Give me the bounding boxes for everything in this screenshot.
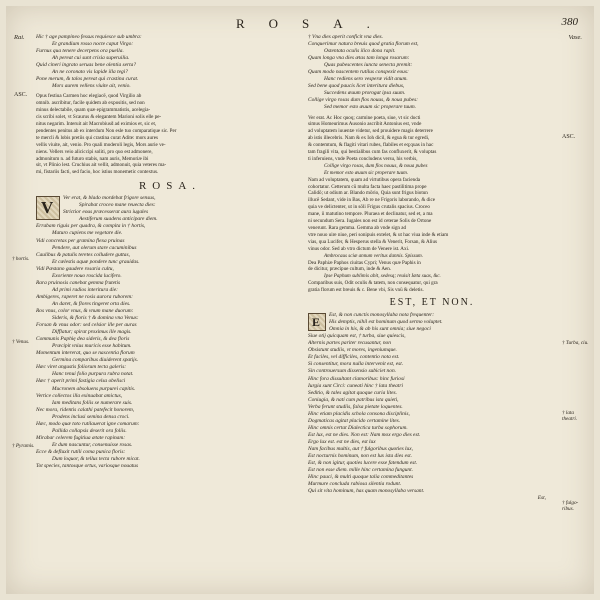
prose-line: mane, ii matutino tempore. Pluraea et declinatur, sed et, a ma xyxy=(308,211,433,218)
prose-line: vias, qua Lucifer, & Hesperus stella & Venerit, Forsan, & Alius xyxy=(308,238,438,245)
verse-line: Ver erat, & blado mordebat frigore sensus, xyxy=(63,195,156,202)
prose-line: mi, fistariis facti, sed facio, hoc istius monemetic contextus. xyxy=(36,169,159,176)
prose-line: admonitum n. ad futuro stabis, nam auris, Memoriæ ibi xyxy=(36,155,149,162)
verse-line: Præcipit vnius muricis esse habitum. xyxy=(52,343,132,350)
catchword: Est, xyxy=(537,495,546,502)
verse-line: Sed memor esto æuum sic properare tuum. xyxy=(324,104,416,111)
verse-line: Si consentitur, mora nulla intervenit est, est. xyxy=(308,361,404,368)
prose-line: gratia florum est breuis & c. Bene vbi, Sis vnū & deletis. xyxy=(308,287,424,294)
page-header xyxy=(6,16,594,32)
verse-line: Coniugia, & nati cum patribus ista quieti, xyxy=(308,396,399,403)
verse-line: Sideris, & floris † & domina vna Venus: xyxy=(52,315,139,322)
verse-line: † Vna dies aperit conficit vna dies. xyxy=(308,34,384,40)
verse-line: Hic † age pampineo fessus requiesce sub umbra: xyxy=(36,34,142,40)
verse-line: Obsistunt studiis, vt mores, ingeniumque. xyxy=(308,347,397,354)
asc-label-right: ASC. xyxy=(562,134,576,140)
verse-line: Seditio, & tales agitat quoque curia lites. xyxy=(308,389,397,396)
verse-line: Ros vnus, color vnus, & vnum mane duorum: xyxy=(36,308,134,314)
verse-line: Iurgia sunt Circi: cuneati hinc † lata theatri xyxy=(308,382,403,389)
verse-line: Est, & non igitur, quoties lucere esse fatendum est. xyxy=(308,460,418,467)
prose-line: niens. Vellers veio aliciccipi soliti, pro quo est admonere, xyxy=(36,148,153,155)
verse-line: Pallida collapsis deserit ora foliis. xyxy=(52,427,127,434)
decorated-initial: V xyxy=(36,196,60,220)
verse-line: Dogmaticas agitat placido certamine lites. xyxy=(308,417,401,424)
verse-line: Succedens æuum prorogat ipsa suum. xyxy=(324,90,406,97)
verse-line: Hæc † aperit primi fastigia celsa obelisci xyxy=(36,378,126,385)
prose-line: minus delectabile, quam quæ epigrammatistis, acelegia- xyxy=(36,107,151,114)
prose-line: nitus negarim. Interuit ait Macrobiusḋ ad eximios et, sic et, xyxy=(36,121,157,127)
prose-line: ad voluptatem iuuentæ videtur, sed prouidere magis deterrere xyxy=(308,128,433,135)
asc-label-left: ASC. xyxy=(14,92,28,98)
verse-line: Quam modo nascentem rutilus conspexit eous: xyxy=(308,69,409,76)
page-number: 380 xyxy=(561,16,578,28)
verse-line: Tot species, tantosque ortus, variosque nouatus xyxy=(36,463,139,470)
verse-line: Momentum intererat, quo se nascentia florum xyxy=(36,350,135,357)
verse-line: Nam facibus multis, aut † fulgoribus quoties lux, xyxy=(308,445,413,452)
verse-line: Ad primi radios interitura die: xyxy=(52,286,118,293)
verse-line: Aestiferum suadens anticipare diem. xyxy=(79,216,158,223)
verse-line: Strictior eous præcesserat aura iugales xyxy=(63,209,149,216)
prose-line: illucē Sedant, vide in Bas, Ab re ne Frigoris laborando, & dice xyxy=(308,197,436,204)
verse-line: Omnia in his, & ab his sunt omnia; siue negoci xyxy=(329,326,431,333)
verse-line: Furnus qua tenere decerpens ora puella. xyxy=(36,48,124,55)
verse-line: Pone merum, & talos pereat qui crastina curat. xyxy=(36,76,139,83)
poem-opening xyxy=(36,195,304,223)
prose-line: Ipse Paphum sublimis abit, sedesq; reuisit Iæta suas, &c. xyxy=(324,273,441,280)
verse-line: Vidi concretas per gramina flexa pruinas xyxy=(36,237,125,244)
prose-line: vellis viuite, ait, venio. Pro quali moderoli legis, Mors aurie ve- xyxy=(36,141,166,148)
verse-line: Et faciles, vel difficiles, contentio nota est. xyxy=(308,354,400,361)
verse-line: Alternis partes pariter recusantur, non xyxy=(308,340,391,347)
poem-title: ROSA. xyxy=(138,180,202,193)
verse-line: Et dum nascuntur, consenuisse rosas. xyxy=(52,441,133,448)
verse-line: Sin controuersum dissensio subiciet non. xyxy=(308,368,396,375)
verse-line: Ostentata oculis ilico dona rapit. xyxy=(324,48,396,55)
verse-line: Qui sit vita hominum, has quam monosyllaba versant. xyxy=(308,488,425,495)
prose-line: vtre nouo uire niue, peri sonipuis extelet, & ut hac viua inde & etiam xyxy=(308,231,449,238)
left-margin-note: † Pyramis. xyxy=(12,443,35,449)
prose-line: cohortatur. Cetterum cū multa facta haec pastilitima prope xyxy=(308,183,427,190)
prose-line: pendentes penitus ab ex interdum Non esle tuo comparatique sic. Per xyxy=(36,127,177,134)
verse-line: Est lux, est ne dies. Non est: Nam mox ergo dies est. xyxy=(308,431,421,438)
prose-line: Ambrocaus sciæ annum veritus dannis. Spissum. xyxy=(324,252,423,259)
verse-line: Rara pruinosis canebat gemma frutetis xyxy=(36,279,121,286)
book-page xyxy=(6,6,594,594)
prose-line: omnib. ascribitur, facile quidem ab expositis, sed non xyxy=(36,100,145,107)
prose-line: Collige virgo rosas, dum flos nouus, & noua pubes xyxy=(324,162,428,169)
prose-line: Dea Paphiæ Paphos ciuitas Cypri; Venus quæ Paphis in xyxy=(308,259,421,266)
poem-main xyxy=(36,223,304,470)
prose-line: quia ve delictenter, ut in sōli Frigus crutalis spacius. Croceo xyxy=(308,204,430,211)
verse-line: Est, & non cunctis monosyllaba nota frequenter: xyxy=(329,312,435,319)
verse-line: An ne coronato vis lapide illa tegi? xyxy=(52,69,128,76)
verse-line: Est non esse diem. mille hinc certamina fungunt. xyxy=(308,467,413,474)
left-margin-note: † hortis. xyxy=(12,256,30,262)
prose-line: de dicitur, præcipue cultum, inde & Aen. xyxy=(308,266,392,273)
prose-line: Nam ad voluptatem, quam ad virtutibus opera facienda xyxy=(308,176,421,183)
right-margin-top: Vase. xyxy=(568,34,582,41)
prose-line: & contemtum, & flagiti vitari rubes, flabiles et eq;quas in hac xyxy=(308,142,434,149)
prose-line: ti inferuiens, vnde Poeta concludens versu, his verbis, xyxy=(308,155,418,162)
prose-line: sit, vt Plinio lest. Cruchius ait vellit, admonuit, quia veteres ma- xyxy=(36,162,167,169)
verse-line: Forsan & vnus odor: sed celsior ille per auras xyxy=(36,322,137,329)
verse-line: Collige virgo rosas dum flos nouus, & noua pubes: xyxy=(308,97,418,104)
verse-line: Exoriente nouo roscida lucifero. xyxy=(52,272,122,279)
verse-line: An daret, & flores tingeret orta dies. xyxy=(52,300,131,307)
commentary-prose xyxy=(36,93,304,176)
left-margin-note: † Venus. xyxy=(12,339,30,345)
prose-line: ab istis illecebris. Nam & ex Ioh dicil, & egua & tur egredi, xyxy=(308,135,430,142)
prose-line: cis scribi solet, vt Scaurus & elegantem Marioni solis elle pe- xyxy=(36,114,162,121)
poem-top xyxy=(308,34,556,112)
verse-line: Quas pubescentes iuncta senecta premit: xyxy=(324,62,413,69)
prose-line: Comparibus suis, Odit oculis & tatem, non consequatur, qui gra xyxy=(308,280,438,287)
verse-line: Ambigeres, raperet ne rosis aurora ruborem: xyxy=(36,293,133,300)
verse-line: Prodens inclusi semina densa croci. xyxy=(52,413,130,420)
verse-line: Pendere, aut olerum stare cacuminibus xyxy=(52,244,137,251)
verse-line: Murmure concluda rabiosa silentia rodunt. xyxy=(308,481,402,488)
right-column xyxy=(308,34,556,502)
verse-line: Mirabar celerem fugitiua ætate rapinam: xyxy=(36,434,126,441)
verse-line: Hæc viret angustis foliorum tecta galeris: xyxy=(36,364,127,371)
verse-line: Verba ferunt studiis, falsa pietate loquentes. xyxy=(308,403,403,410)
verse-line: Iam meditans foliis se numerare suis. xyxy=(52,399,133,406)
prose-line: venerunt. Rara gemma. Gemma ab vnde sign ad xyxy=(308,225,407,232)
verse-line: Maturo cupiens me vegetare die. xyxy=(52,230,123,237)
verse-line: Hinc etiam placidis schola consona disciplinis, xyxy=(308,410,410,417)
prose-line: te mercli & lobis pretiis qui crastina curat Adite: mors aures xyxy=(36,134,158,141)
prose-line: Et memor esto æuum sic properare tuum. xyxy=(324,169,409,176)
prose-line: simus Homeurimus Ausonio ascribit Antonius est, vnde xyxy=(308,121,422,128)
verse-line: Nec mora, ridentis calathi patefecit honorem, xyxy=(36,406,135,413)
verse-line: Siue otij quicquam est, † turba, siue quiescis, xyxy=(308,333,406,340)
poem-main xyxy=(308,312,556,502)
running-title: ROSA. xyxy=(236,16,394,31)
right-margin-note: † lata theatri. xyxy=(562,410,578,422)
verse-line: Hinc fora dissultant clamoribus: hinc furiosi xyxy=(308,375,405,382)
verse-line: Et cælestis aquæ pondere tunc grauidas. xyxy=(52,258,140,265)
verse-line: Et grandium rosso nocte caput Virgo: xyxy=(52,41,134,48)
verse-line: Sed bene quod paucis licet interitura diebus, xyxy=(308,83,405,90)
right-margin-note: † fulgo-ribus. xyxy=(562,500,579,512)
verse-line: Hinc pauci, & multi quoque talia commeditantes xyxy=(308,474,414,481)
verse-line: Hanc tenui folio purpura rubra notat. xyxy=(52,371,134,378)
section-title: EST, ET NON. xyxy=(389,297,475,309)
decorated-initial: E xyxy=(308,313,326,331)
verse-line: Conquerimur natura breuis quod gratia florum est, xyxy=(308,41,419,48)
verse-line: Errabam riguis per quadra, & compita in † hortis, xyxy=(36,223,146,230)
prose-line: Ver erat. Ac Hoc quoq; carmine poeta, siue, vt sic docti xyxy=(308,114,421,121)
commentary-prose xyxy=(308,115,556,295)
left-margin-top: Rai. xyxy=(14,34,25,41)
verse-line: Ergo lux est. est ne dies, est lux xyxy=(308,438,376,445)
verse-line: Hinc omnis certat Dialectica turba sophorum. xyxy=(308,424,408,431)
left-column xyxy=(36,34,304,470)
verse-line: Caulibus & patulis teretes colludere guttas, xyxy=(36,251,130,258)
verse-line: Mucronem absoluens purpurei capitis. xyxy=(52,385,136,392)
verse-line: Vidi Pæstano gaudere rosaria cultu, xyxy=(36,265,114,272)
verse-line: Hanc rediens sero vesperæ vidit anum. xyxy=(324,76,408,83)
verse-line: Vertice collectos illa exinuabat amictus, xyxy=(36,392,123,399)
verse-line: Est nocturnis hominum, non est lux ista dies est. xyxy=(308,453,412,460)
verse-line: Quam longa vna dies ætas tam longa rosarum: xyxy=(308,55,410,62)
verse-line: Ecce & defluxit rutili coma punica floris: xyxy=(36,448,126,455)
verse-line: Communis Paphię dea sideris, & dea floris xyxy=(36,336,130,343)
verse-line: Hæc, modo quæ toto rutilauerat igne comarum: xyxy=(36,420,140,427)
verse-line: Ah pereat cui sunt crisia superuilia. xyxy=(52,55,130,62)
verse-line: His demptis, nihil est hominum quod sermo voluptet. xyxy=(329,319,443,326)
poem-top xyxy=(36,34,304,90)
verse-line: Difflatur; spirat proximus ille magis. xyxy=(52,329,132,336)
prose-line: ni secundum Sera. Iugales non est id ceterae Solis de Ortone xyxy=(308,218,432,225)
verse-line: Spirabat croceo mane reuecta dies: xyxy=(79,202,156,209)
prose-line: Opus festiua Carmen hoc elegiacē, quod Virgilio ab xyxy=(36,93,142,100)
prose-line: vinus odor. Sed ab vtro dictum de Venere ist. Axi. xyxy=(308,245,410,252)
verse-line: Dum loquor, & tellus tecta rubore micat. xyxy=(52,455,140,462)
right-margin-note: † Turba, ciu. xyxy=(562,340,589,346)
verse-line: Germina comparibus diuiderent spatijs. xyxy=(52,357,139,364)
verse-line: Mors aurem vellens viuite ait, venio. xyxy=(52,83,131,90)
prose-line: Calidō; ut odium ar. Blando mōrio, Quia sunt frigus biotun xyxy=(308,190,428,197)
verse-line: Quid cineri ingrato seruas bene olentia serta? xyxy=(36,62,137,69)
prose-line: tam fragili vita, qui bestialibus cum fas confluxerit, & voluptas xyxy=(308,149,437,156)
